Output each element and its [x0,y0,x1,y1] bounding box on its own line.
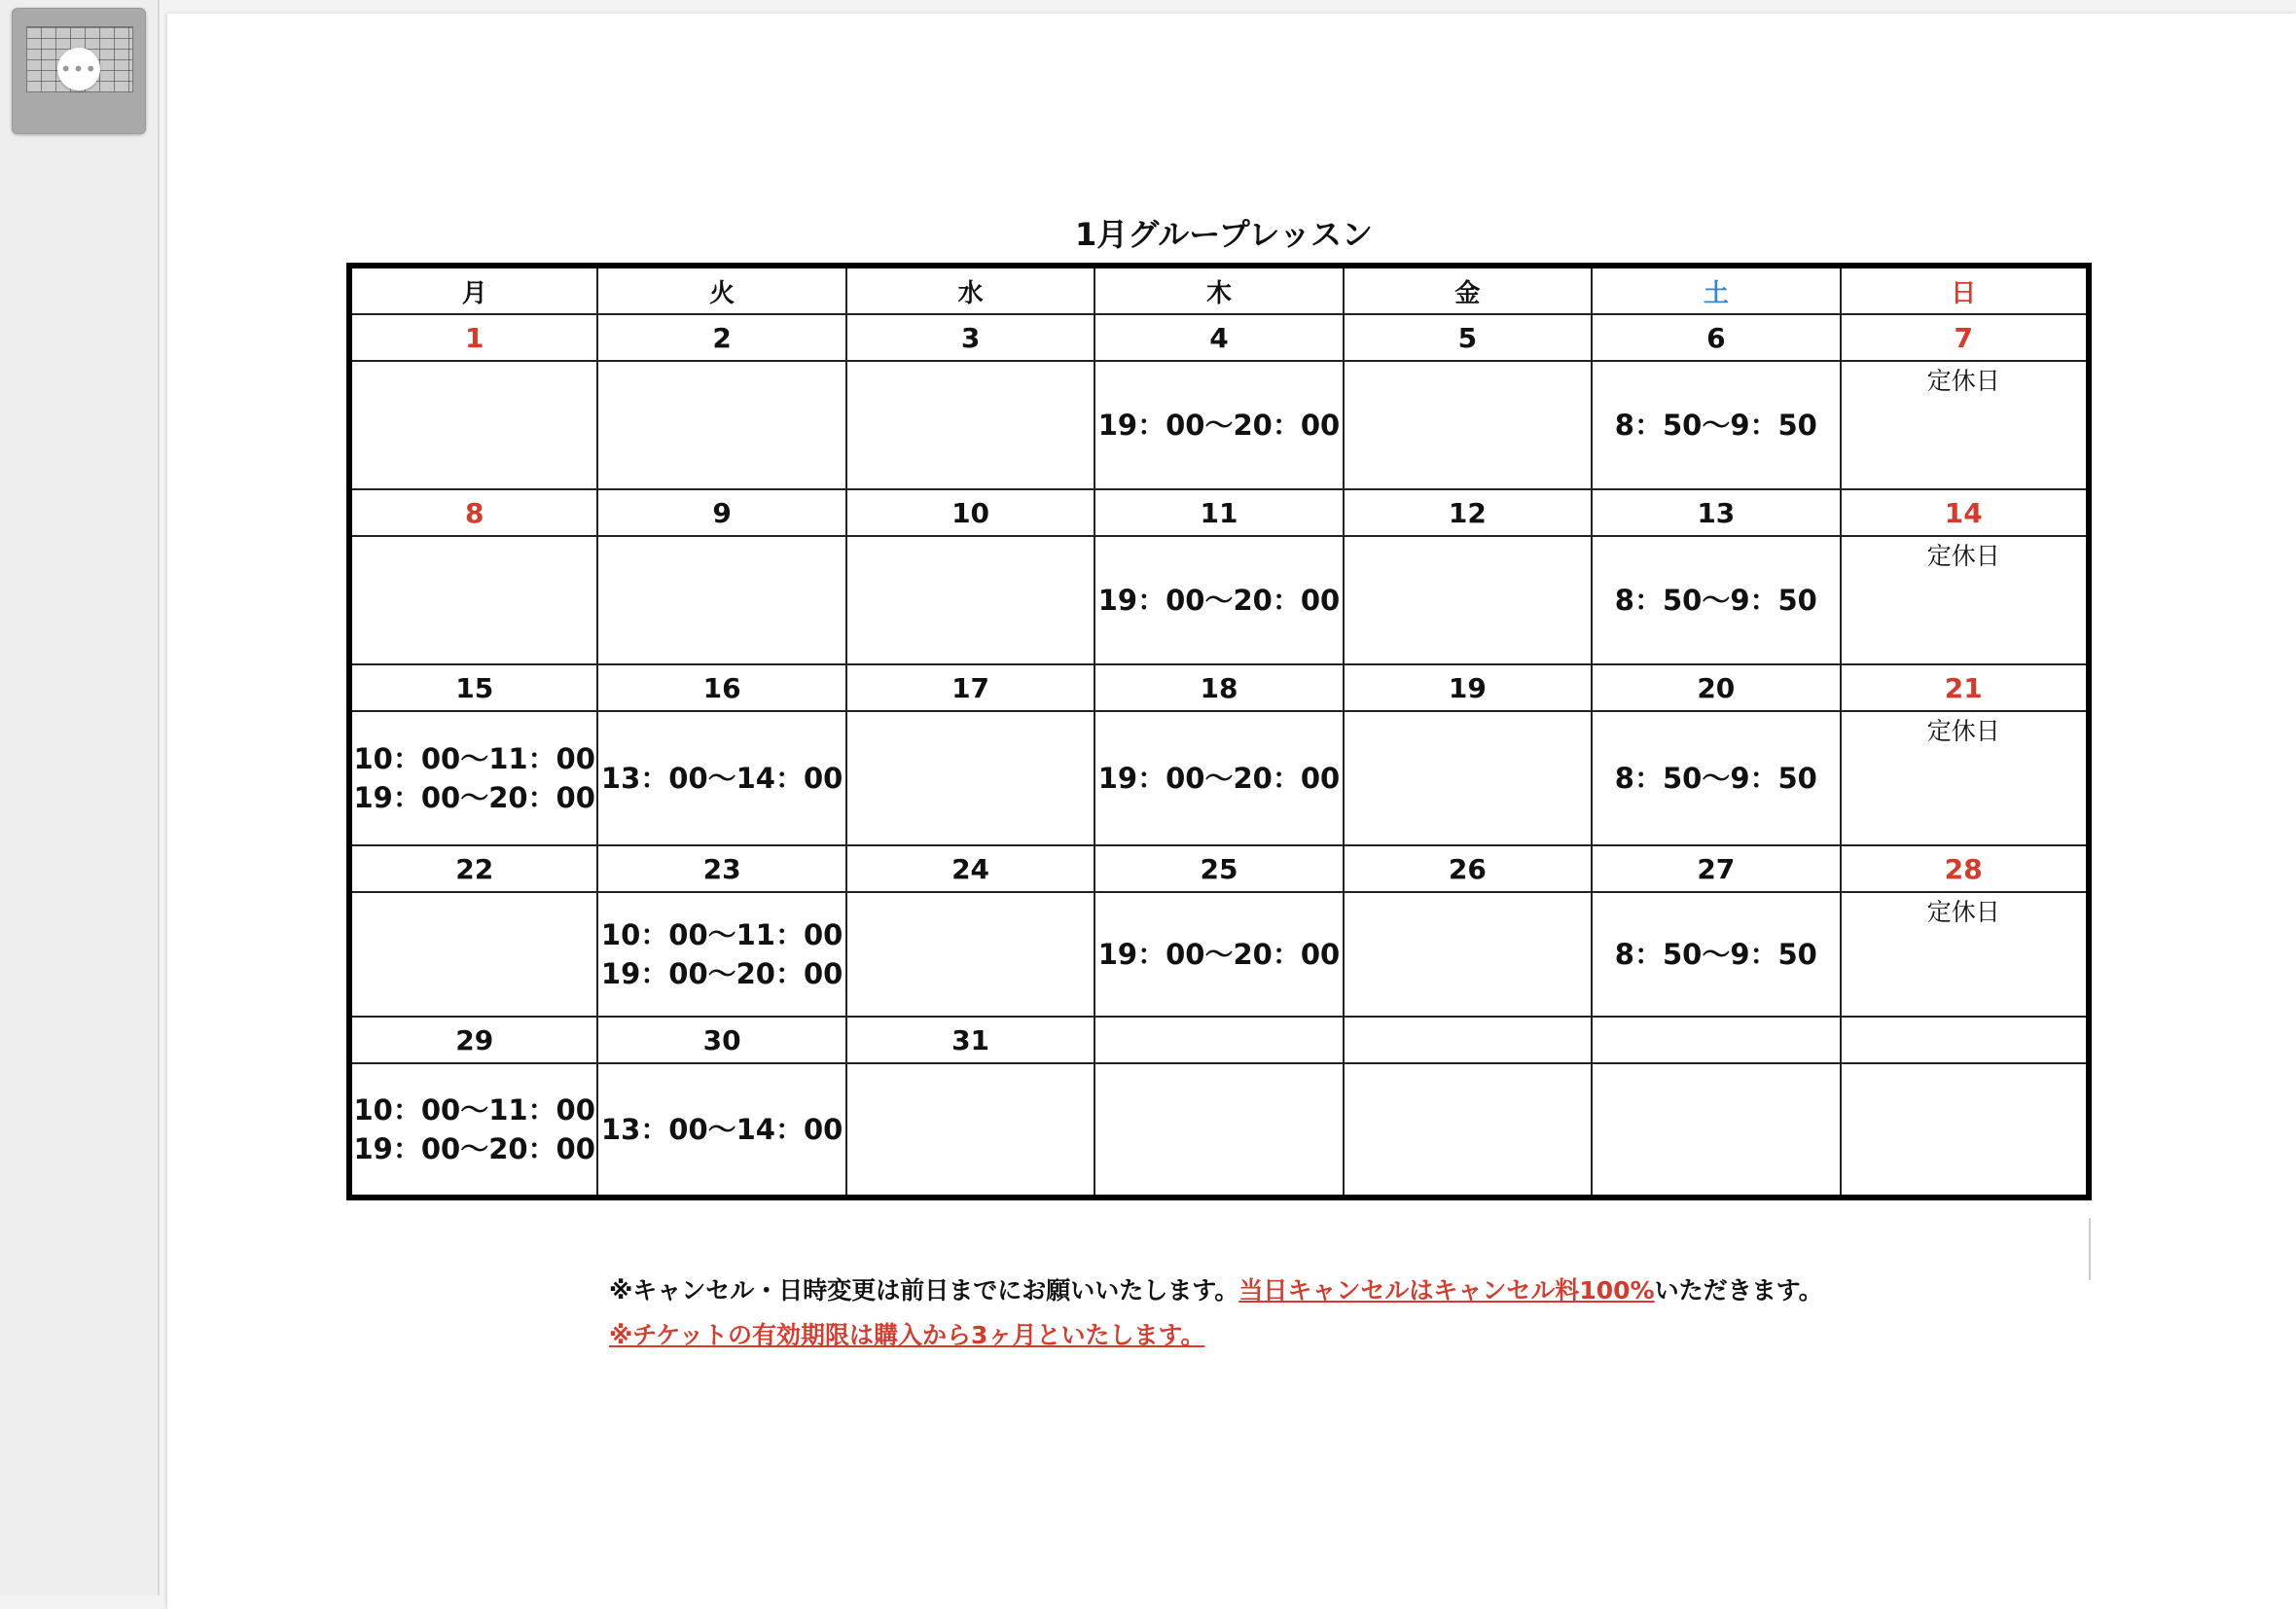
closed-day-label: 定休日 [1926,898,2000,926]
date-cell: 2 [597,314,845,361]
lesson-time: 13：00〜14：00 [600,1113,843,1146]
lesson-time: 19：00〜20：00 [353,781,595,814]
note-cancel-text: ※キャンセル・日時変更は前日までにお願いいたします。 [609,1276,1239,1305]
lesson-cell [1841,536,2089,664]
date-cell: 17 [846,664,1094,711]
date-cell: 28 [1841,845,2089,892]
weekday-header-row [349,266,2089,314]
closed-day-label: 定休日 [1926,542,2000,570]
lesson-cell [1094,536,1343,664]
date-cell: 19 [1344,664,1592,711]
date-row [349,1017,2089,1063]
lesson-time: 19：00〜20：00 [1097,409,1341,442]
lesson-row [349,1063,2089,1198]
lesson-cell [597,892,845,1017]
lesson-time: 10：00〜11：00 [353,1093,595,1126]
weekday-thu: 木 [1094,266,1343,314]
closed-day-label: 定休日 [1926,367,2000,395]
lesson-cell [1841,892,2089,1017]
date-cell: 21 [1841,664,2089,711]
date-cell [1592,1017,1840,1063]
date-cell: 30 [597,1017,845,1063]
date-row [349,845,2089,892]
date-cell: 24 [846,845,1094,892]
lesson-cell [1094,361,1343,489]
lesson-cell [597,711,845,845]
weekday-wed: 水 [846,266,1094,314]
date-cell: 25 [1094,845,1343,892]
lesson-time: 8：50〜9：50 [1614,409,1817,442]
lesson-cell [846,361,1094,489]
lesson-time: 19：00〜20：00 [1097,938,1341,971]
weekday-sun: 日 [1841,266,2089,314]
lesson-cell [1592,361,1840,489]
date-cell: 16 [597,664,845,711]
lesson-cell [1841,711,2089,845]
lesson-time: 10：00〜11：00 [353,742,595,775]
lesson-row [349,892,2089,1017]
date-row [349,489,2089,536]
date-cell: 9 [597,489,845,536]
more-options-icon[interactable]: ••• [57,48,100,90]
lesson-cell [349,711,597,845]
date-cell: 18 [1094,664,1343,711]
lesson-cell [1094,892,1343,1017]
lesson-cell [1592,892,1840,1017]
note-cancel-suffix: いただきます。 [1654,1276,1823,1305]
date-cell [1094,1017,1343,1063]
lesson-cell [846,711,1094,845]
date-cell: 10 [846,489,1094,536]
date-cell: 7 [1841,314,2089,361]
date-cell: 29 [349,1017,597,1063]
lesson-cell [349,536,597,664]
date-row [349,664,2089,711]
date-cell: 15 [349,664,597,711]
lesson-time: 19：00〜20：00 [1097,762,1341,795]
date-cell: 6 [1592,314,1840,361]
date-cell: 13 [1592,489,1840,536]
lesson-row [349,711,2089,845]
date-cell: 23 [597,845,845,892]
note-cancel-fee: 当日キャンセルはキャンセル料100% [1238,1276,1655,1305]
date-cell: 20 [1592,664,1840,711]
weekday-tue: 火 [597,266,845,314]
lesson-time: 19：00〜20：00 [1097,584,1341,617]
lesson-cell [1344,1063,1592,1198]
date-cell: 8 [349,489,597,536]
date-cell [1841,1017,2089,1063]
lesson-cell [349,892,597,1017]
closed-day-label: 定休日 [1926,717,2000,745]
notes [609,1269,2166,1358]
lesson-row [349,536,2089,664]
date-cell: 22 [349,845,597,892]
weekday-mon: 月 [349,266,597,314]
date-cell: 27 [1592,845,1840,892]
lesson-time: 8：50〜9：50 [1614,938,1817,971]
date-cell: 1 [349,314,597,361]
lesson-cell [1841,361,2089,489]
page-title: 1月グループレッスン [1074,216,1374,253]
lesson-cell [349,1063,597,1198]
lesson-time: 8：50〜9：50 [1614,762,1817,795]
lesson-cell [846,536,1094,664]
page-thumbnail-sidebar [0,0,160,1595]
lesson-cell [1344,536,1592,664]
page-thumbnail[interactable] [12,8,146,134]
lesson-time: 19：00〜20：00 [600,957,843,990]
weekday-sat: 土 [1592,266,1840,314]
lesson-cell [846,892,1094,1017]
lesson-cell [1094,711,1343,845]
lesson-row [349,361,2089,489]
lesson-cell [846,1063,1094,1198]
date-row [349,314,2089,361]
lesson-cell [1094,1063,1343,1198]
lesson-time: 10：00〜11：00 [600,918,843,951]
date-cell: 3 [846,314,1094,361]
note-line-1 [609,1269,2166,1313]
lesson-cell [597,536,845,664]
lesson-cell [349,361,597,489]
note-ticket-validity: ※チケットの有効期限は購入から3ヶ月といたします。 [609,1321,1205,1349]
document-page [167,14,2296,1609]
calendar-table [346,263,2092,1200]
lesson-cell [1344,711,1592,845]
date-cell: 4 [1094,314,1343,361]
lesson-time: 19：00〜20：00 [353,1132,595,1165]
date-cell: 14 [1841,489,2089,536]
lesson-cell [597,1063,845,1198]
lesson-cell [1592,1063,1840,1198]
lesson-cell [1592,711,1840,845]
lesson-cell [1841,1063,2089,1198]
date-cell: 26 [1344,845,1592,892]
weekday-fri: 金 [1344,266,1592,314]
date-cell [1344,1017,1592,1063]
date-cell: 12 [1344,489,1592,536]
lesson-time: 13：00〜14：00 [600,762,843,795]
date-cell: 11 [1094,489,1343,536]
lesson-time: 8：50〜9：50 [1614,584,1817,617]
lesson-cell [1344,361,1592,489]
lesson-cell [1592,536,1840,664]
lesson-cell [1344,892,1592,1017]
lesson-cell [597,361,845,489]
date-cell: 31 [846,1017,1094,1063]
date-cell: 5 [1344,314,1592,361]
